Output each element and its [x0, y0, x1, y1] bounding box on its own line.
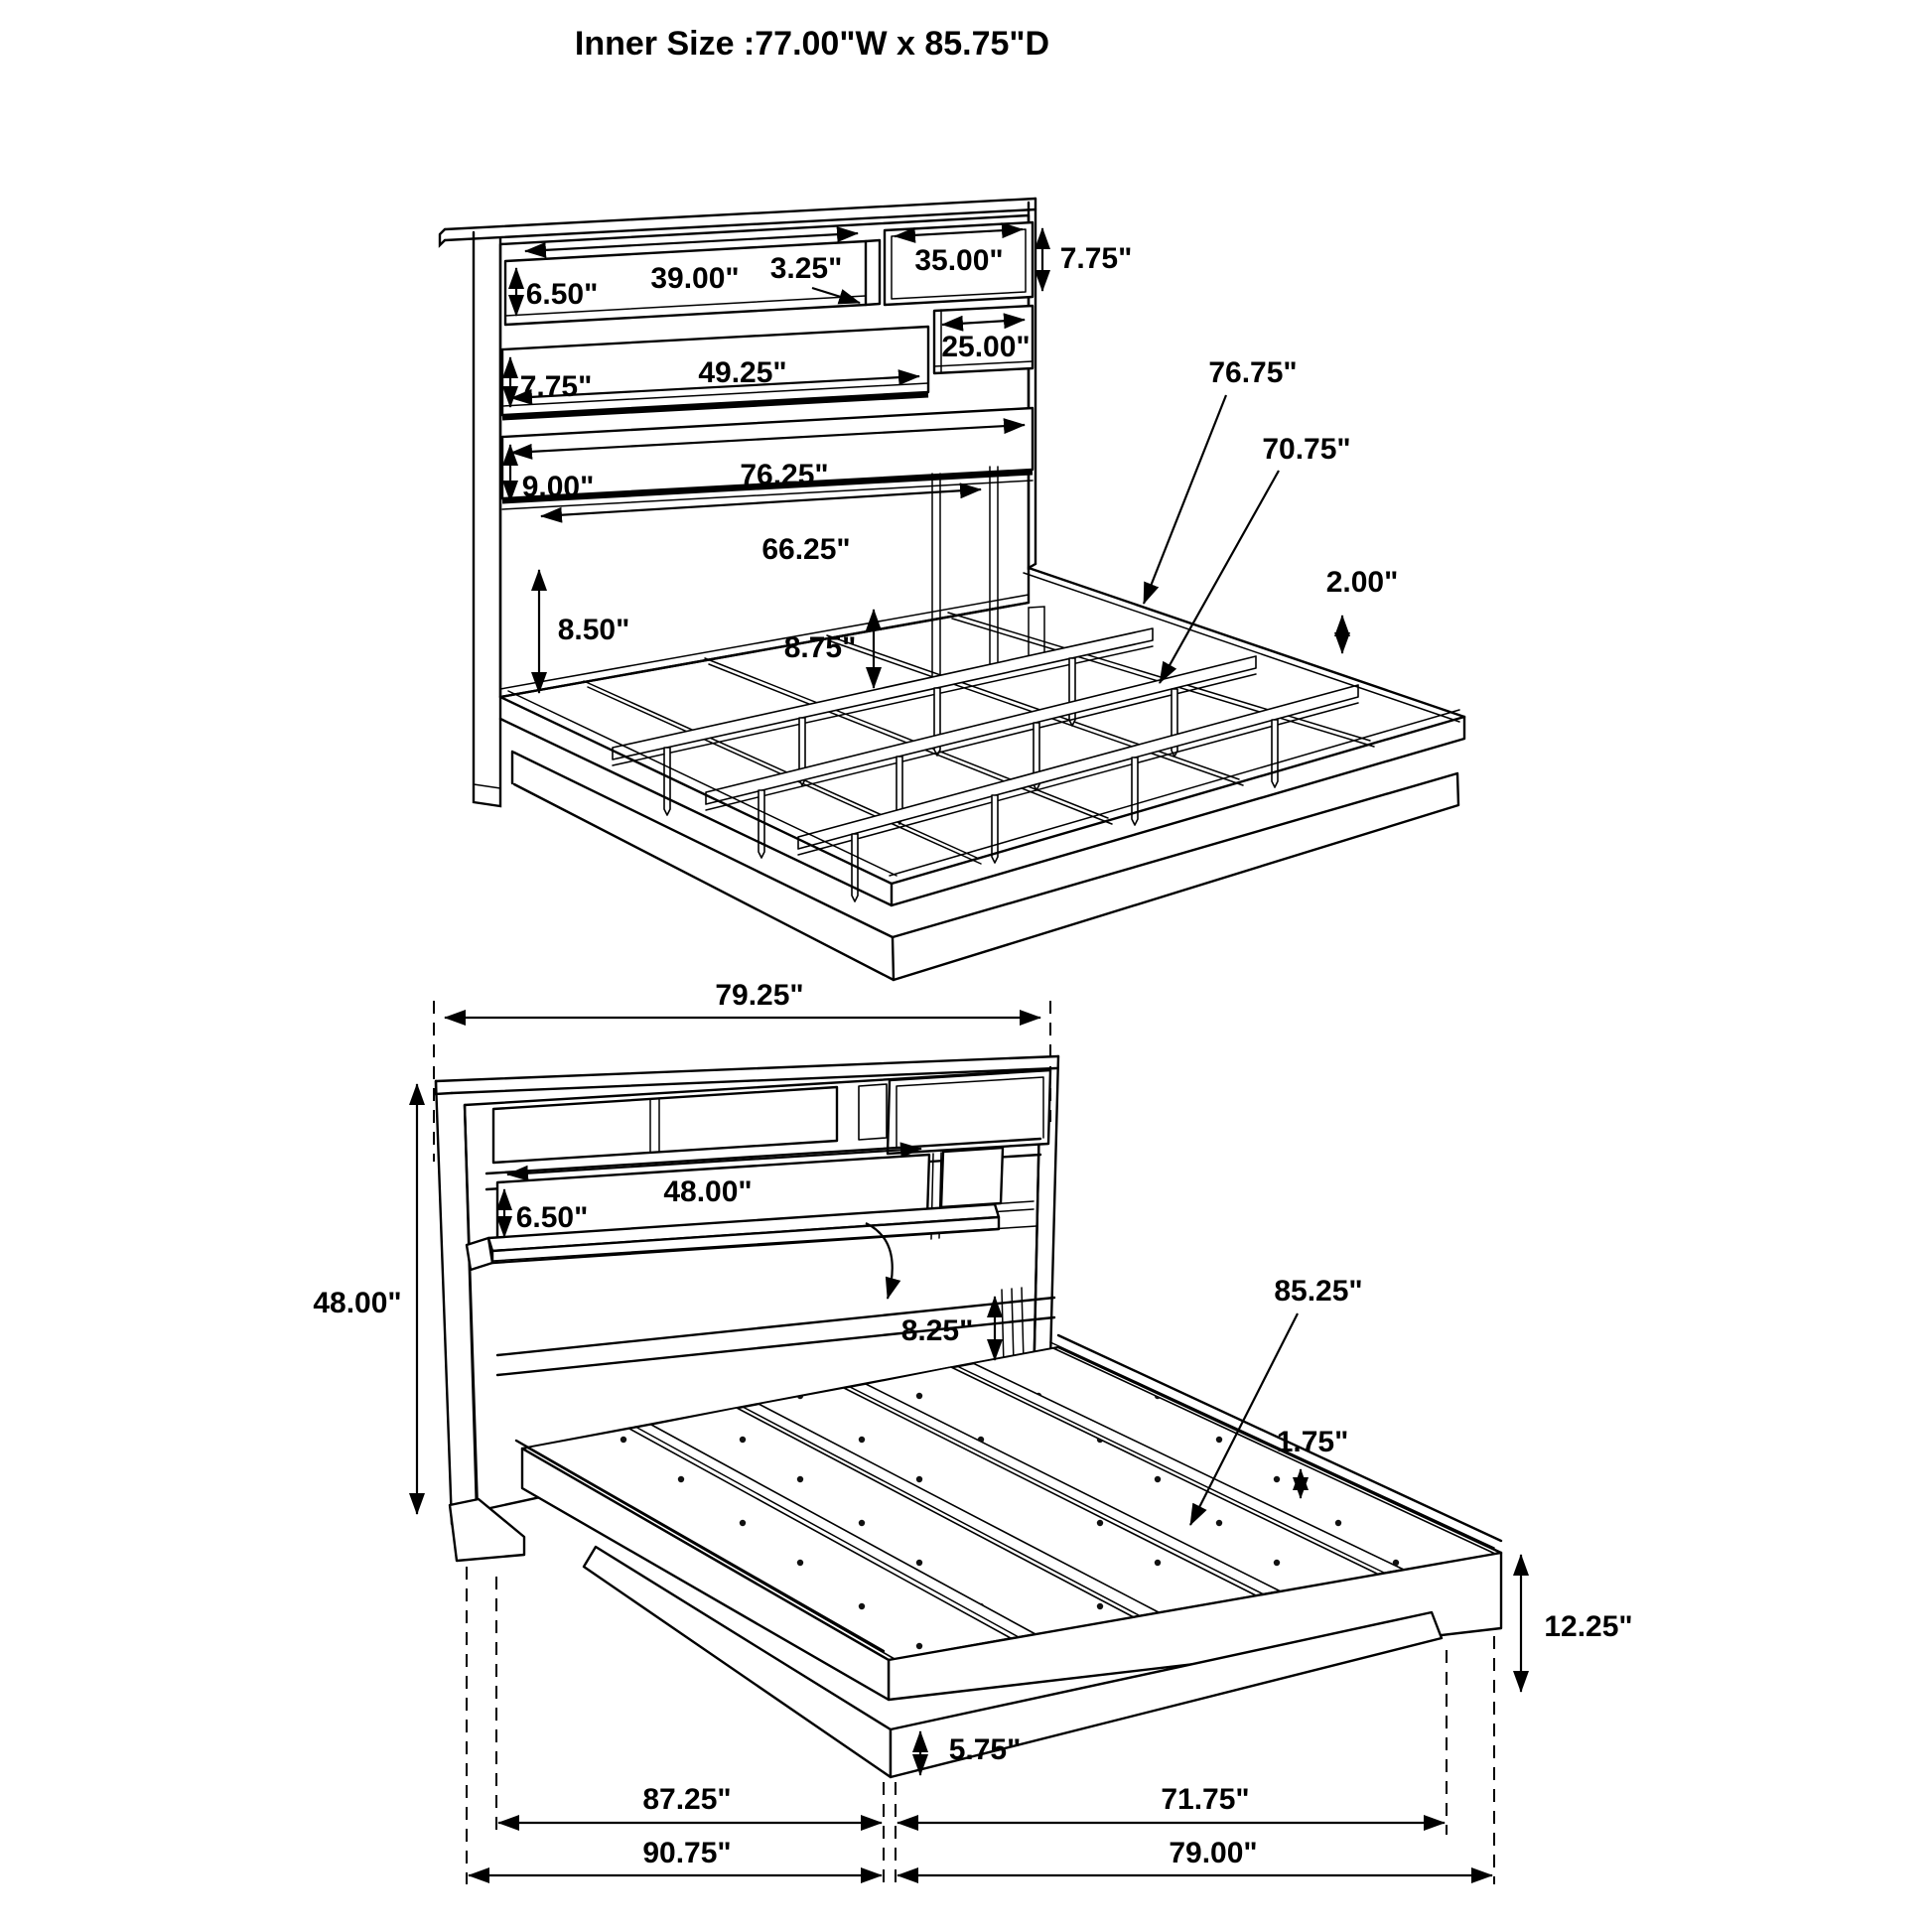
dim-label-top-box-width: 35.00" — [914, 244, 1004, 277]
dim-label-overall-width: 79.25" — [715, 979, 804, 1012]
dim-label-platform-height: 12.25" — [1544, 1610, 1633, 1643]
headboard-left-stile — [474, 232, 500, 806]
dim-label-inner-left-span: 87.25" — [642, 1783, 732, 1816]
dim-label-ledge-width: 76.25" — [740, 459, 829, 491]
bottom-view-drawing — [313, 979, 1632, 1884]
dim-label-side-rail-lip: 1.75" — [1276, 1426, 1349, 1458]
dim-label-leg-height: 8.75" — [783, 631, 857, 664]
dim-label-opening-height: 6.50" — [515, 1201, 589, 1234]
top-view-drawing — [440, 199, 1464, 980]
dim-label-top-box-height: 7.75" — [1059, 242, 1133, 275]
dim-label-shelf1-width: 39.00" — [650, 262, 740, 295]
support-rails — [613, 628, 1358, 901]
dim-label-outer-right-span: 79.00" — [1169, 1837, 1258, 1869]
dim-label-base-height: 5.75" — [948, 1733, 1022, 1766]
dim-label-shelf1-height: 6.50" — [525, 278, 599, 311]
dim-label-panel-height: 8.50" — [557, 614, 630, 646]
page-title: Inner Size :77.00"W x 85.75"D — [574, 25, 1050, 63]
dim-label-shelf2-height: 7.75" — [519, 370, 593, 403]
dim-label-deck-length: 85.25" — [1274, 1275, 1363, 1308]
dim-label-ledge-height: 9.00" — [521, 471, 595, 503]
dim-label-slat-length: 70.75" — [1262, 433, 1351, 466]
dim-label-opening-width: 48.00" — [663, 1175, 753, 1208]
dim-label-headboard-height: 48.00" — [313, 1287, 402, 1319]
dim-label-inner-right-span: 71.75" — [1161, 1783, 1250, 1816]
dim-label-clearance-height: 8.25" — [900, 1314, 974, 1347]
dim-label-outer-left-span: 90.75" — [642, 1837, 732, 1869]
dim-label-shelf1-divider: 3.25" — [769, 252, 843, 285]
dim-label-mid-box-width: 25.00" — [941, 331, 1031, 363]
dim-label-rail-lip: 2.00" — [1325, 566, 1399, 599]
dim-label-rail-length: 76.75" — [1208, 356, 1298, 389]
dim-label-panel-width: 66.25" — [761, 533, 851, 566]
dim-label-shelf2-width: 49.25" — [698, 356, 787, 389]
